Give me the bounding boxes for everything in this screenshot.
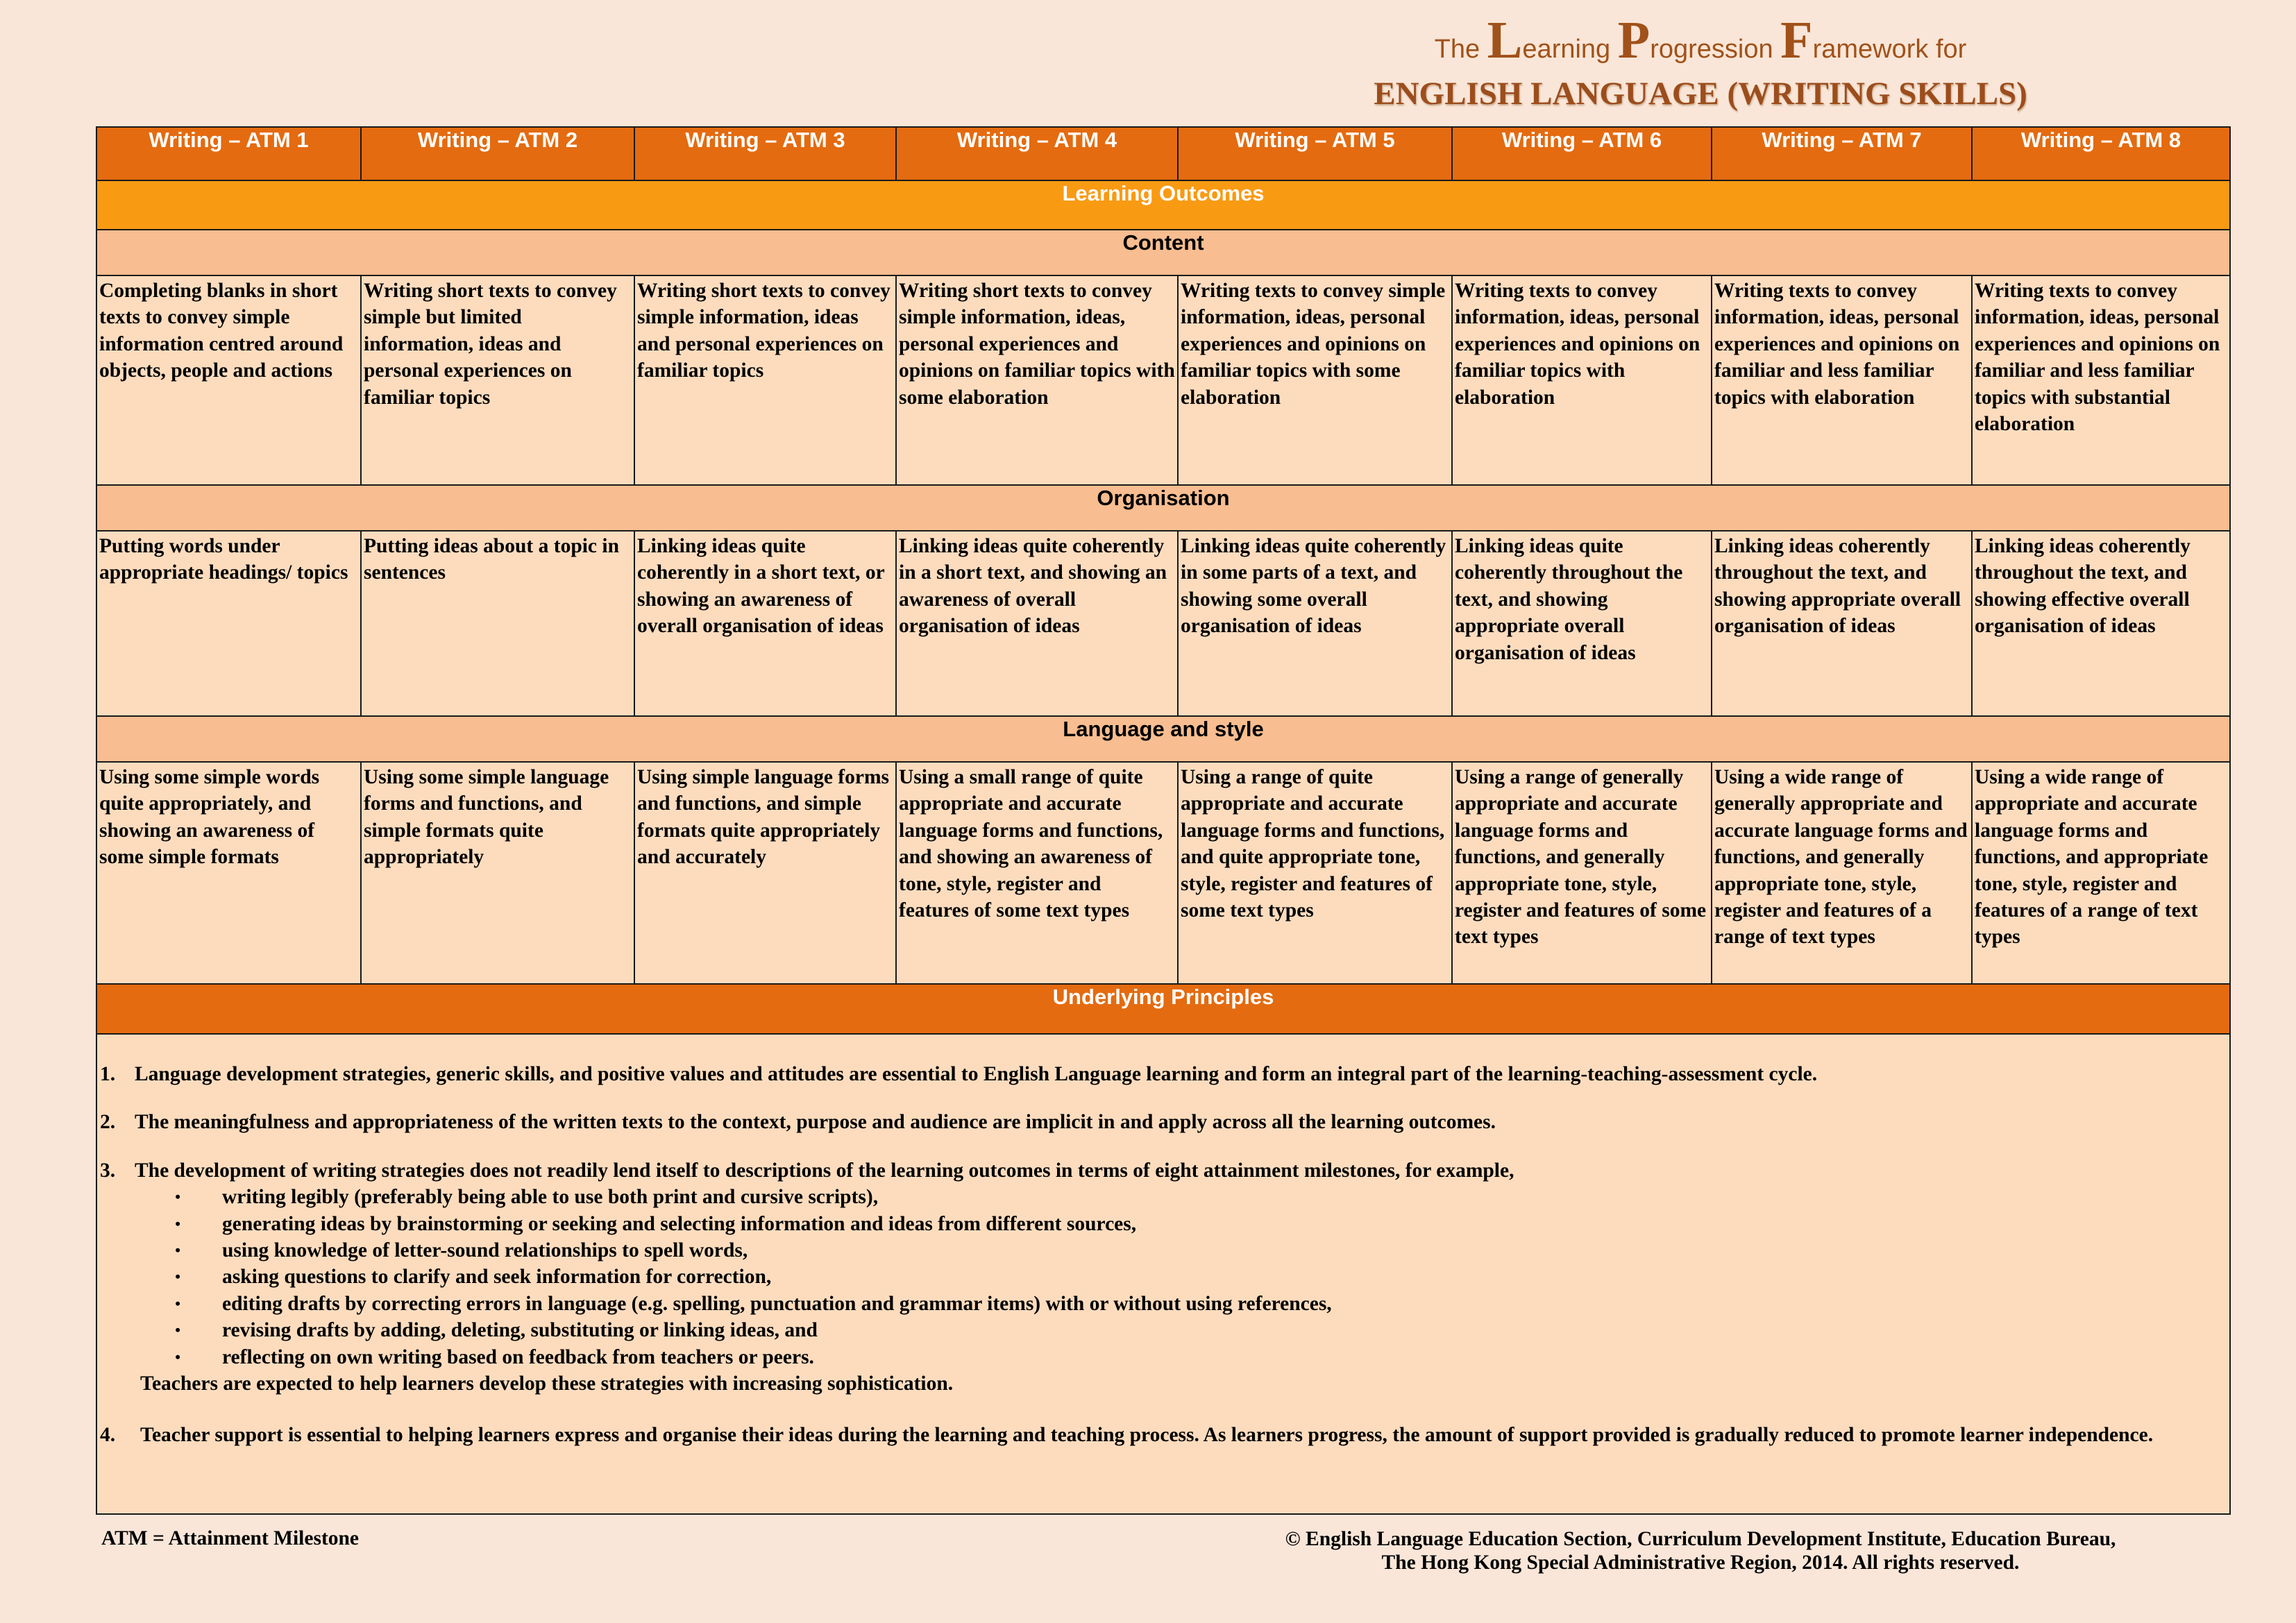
bullet-text: reflecting on own writing based on feedback from teachers or peers. bbox=[222, 1345, 814, 1368]
language-row bbox=[96, 762, 2230, 984]
language-cell: Using a wide range of appropriate and accurate language forms and functions, and appropriate tone, style, register and features of a range of text types bbox=[1975, 766, 2209, 949]
language-section-heading: Language and style bbox=[96, 716, 2230, 762]
principle-item bbox=[100, 1061, 2215, 1087]
bullet-icon: • bbox=[175, 1294, 180, 1312]
principle-text: Teacher support is essential to helping learners express and organise their ideas during the learning and teaching process. As learners progress, the amount of support provided is gradually reduced to promote learner independence. bbox=[140, 1424, 2154, 1447]
principle-text: Language development strategies, generic skills, and positive values and attitudes are essential to English Language learning and form an integral part of the learning-teaching-assessment cycle. bbox=[135, 1063, 1818, 1085]
title-initial-letter: P bbox=[1617, 11, 1651, 69]
bullet-text: editing drafts by correcting errors in language (e.g. spelling, punctuation and grammar items) with or without using references, bbox=[222, 1292, 1332, 1315]
copyright-line-2: The Hong Kong Special Administrative Region, 2014. All rights reserved. bbox=[1381, 1552, 2020, 1574]
title-line-1 bbox=[1249, 11, 2152, 74]
title-text-segment: ramework for bbox=[1812, 35, 1967, 64]
organisation-cell: Putting ideas about a topic in sentences bbox=[364, 535, 619, 584]
bullet-item bbox=[135, 1237, 2215, 1264]
bullet-icon: • bbox=[175, 1188, 180, 1206]
content-cell: Writing short texts to convey simple information, ideas and personal experiences on familiar topics bbox=[637, 280, 890, 382]
atm-header: Writing – ATM 4 bbox=[896, 127, 1178, 180]
content-cell: Writing texts to convey information, ideas, personal experiences and opinions on familiar and less familiar topics with substantial elaboration bbox=[1975, 280, 2220, 436]
language-cell: Using a range of generally appropriate and accurate language forms and functions, and generally appropriate tone, style, register and features of some text types bbox=[1455, 766, 1707, 949]
principle-trailer: Teachers are expected to help learners develop these strategies with increasing sophistication. bbox=[140, 1373, 954, 1395]
document-title bbox=[1249, 11, 2152, 113]
organisation-cell: Linking ideas quite coherently throughout the text, and showing appropriate overall organisation of ideas bbox=[1455, 535, 1683, 664]
title-text-segment: The bbox=[1434, 35, 1487, 64]
content-section-heading: Content bbox=[96, 230, 2230, 275]
bullet-item bbox=[135, 1317, 2215, 1343]
principle-text: The meaningfulness and appropriateness of the written texts to the context, purpose and audience are implicit in and apply across all the learning outcomes. bbox=[135, 1111, 1496, 1134]
language-cell: Using a range of quite appropriate and accurate language forms and functions, and quite appropriate tone, style, register and features of some text types bbox=[1181, 766, 1445, 922]
atm-header-row bbox=[96, 127, 2230, 180]
bullet-icon: • bbox=[175, 1348, 180, 1366]
title-initial-letter: F bbox=[1780, 11, 1813, 69]
bullet-text: revising drafts by adding, deleting, substituting or linking ideas, and bbox=[222, 1319, 818, 1342]
title-text-segment: earning bbox=[1522, 35, 1618, 64]
organisation-cell: Linking ideas coherently throughout the text, and showing appropriate overall organisation of ideas bbox=[1714, 535, 1961, 638]
language-cell: Using simple language forms and functions, and simple formats quite appropriately and accurately bbox=[637, 766, 890, 869]
content-cell: Writing short texts to convey simple information, ideas, personal experiences and opinions on familiar topics with some elaboration bbox=[899, 280, 1175, 409]
content-cell: Writing short texts to convey simple but limited information, ideas and personal experiences on familiar topics bbox=[364, 280, 617, 409]
bullet-icon: • bbox=[175, 1241, 180, 1259]
bullet-text: asking questions to clarify and seek information for correction, bbox=[222, 1266, 772, 1289]
principle-item bbox=[100, 1109, 2215, 1135]
language-cell: Using some simple words quite appropriately, and showing an awareness of some simple formats bbox=[99, 766, 320, 869]
bullet-icon: • bbox=[175, 1321, 180, 1339]
principle-number: 2. bbox=[100, 1111, 116, 1134]
strategy-bullet-list bbox=[135, 1184, 2215, 1370]
bullet-item bbox=[135, 1184, 2215, 1210]
atm-header: Writing – ATM 5 bbox=[1178, 127, 1452, 180]
language-cell: Using a small range of quite appropriate and accurate language forms and functions, and showing an awareness of tone, style, register and features of some text types bbox=[899, 766, 1163, 922]
organisation-section-heading: Organisation bbox=[96, 485, 2230, 531]
organisation-cell: Linking ideas quite coherently in some parts of a text, and showing some overall organisation of ideas bbox=[1181, 535, 1446, 638]
bullet-text: writing legibly (preferably being able to use both print and cursive scripts), bbox=[222, 1186, 879, 1209]
organisation-cell: Linking ideas quite coherently in a short text, or showing an awareness of overall organisation of ideas bbox=[637, 535, 885, 638]
principle-item bbox=[100, 1157, 2215, 1397]
bullet-icon: • bbox=[175, 1268, 180, 1286]
atm-header: Writing – ATM 1 bbox=[96, 127, 361, 180]
bullet-text: generating ideas by brainstorming or seeking and selecting information and ideas from different sources, bbox=[222, 1212, 1137, 1235]
copyright-line-1: © English Language Education Section, Curriculum Development Institute, Education Bureau, bbox=[1285, 1528, 2116, 1550]
bullet-item bbox=[135, 1211, 2215, 1237]
bullet-item bbox=[135, 1344, 2215, 1370]
bullet-item bbox=[135, 1291, 2215, 1317]
title-line-2: ENGLISH LANGUAGE (WRITING SKILLS) bbox=[1374, 76, 2027, 112]
underlying-principles-heading: Underlying Principles bbox=[96, 984, 2230, 1034]
principles-list bbox=[97, 1035, 2229, 1477]
language-cell: Using some simple language forms and functions, and simple formats quite appropriately bbox=[364, 766, 609, 869]
atm-footnote: ATM = Attainment Milestone bbox=[101, 1527, 360, 1549]
atm-header: Writing – ATM 3 bbox=[634, 127, 896, 180]
principle-item bbox=[100, 1422, 2215, 1448]
content-cell: Writing texts to convey simple information, ideas, personal experiences and opinions on familiar topics with some elaboration bbox=[1181, 280, 1446, 409]
content-cell: Writing texts to convey information, ideas, personal experiences and opinions on familiar topics with elaboration bbox=[1455, 280, 1700, 409]
principle-number: 1. bbox=[100, 1063, 116, 1085]
principle-number: 3. bbox=[100, 1159, 116, 1182]
learning-progression-table bbox=[96, 126, 2231, 1515]
title-text-segment: rogression bbox=[1650, 35, 1781, 64]
organisation-cell: Putting words under appropriate headings/ topics bbox=[99, 535, 348, 584]
bullet-text: using knowledge of letter-sound relationships to spell words, bbox=[222, 1239, 748, 1262]
organisation-cell: Linking ideas coherently throughout the text, and showing effective overall organisation of ideas bbox=[1975, 535, 2191, 638]
atm-header: Writing – ATM 8 bbox=[1972, 127, 2230, 180]
content-cell: Writing texts to convey information, ideas, personal experiences and opinions on familiar and less familiar topics with elaboration bbox=[1714, 280, 1960, 409]
language-cell: Using a wide range of generally appropriate and accurate language forms and functions, and generally appropriate tone, style, register and features of a range of text types bbox=[1714, 766, 1968, 949]
principle-number: 4. bbox=[100, 1424, 116, 1447]
principle-text: The development of writing strategies does not readily lend itself to descriptions of the learning outcomes in terms of eight attainment milestones, for example, bbox=[135, 1159, 1514, 1182]
bullet-icon: • bbox=[175, 1214, 180, 1232]
learning-outcomes-heading: Learning Outcomes bbox=[96, 180, 2230, 230]
organisation-row bbox=[96, 531, 2230, 716]
title-initial-letter: L bbox=[1487, 11, 1523, 69]
atm-header: Writing – ATM 2 bbox=[361, 127, 634, 180]
content-cell: Completing blanks in short texts to convey simple information centred around objects, people and actions bbox=[99, 280, 344, 382]
organisation-cell: Linking ideas quite coherently in a short text, and showing an awareness of overall organisation of ideas bbox=[899, 535, 1167, 638]
atm-header: Writing – ATM 7 bbox=[1712, 127, 1972, 180]
atm-header: Writing – ATM 6 bbox=[1452, 127, 1712, 180]
bullet-item bbox=[135, 1264, 2215, 1290]
copyright-notice bbox=[1180, 1527, 2221, 1574]
content-row bbox=[96, 275, 2230, 485]
